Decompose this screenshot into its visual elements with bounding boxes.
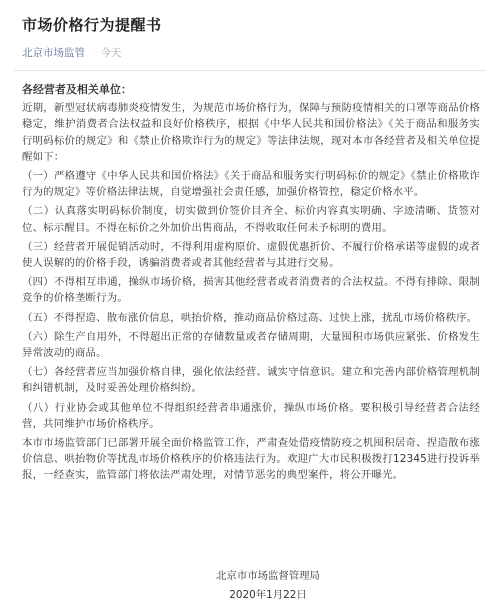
paragraph-item-7: （七）各经营者应当加强价格自律，强化依法经营、诚实守信意识。建立和完善内部价格管理机制和纠错机制，及时妥善处理价格纠纷。 — [22, 366, 480, 395]
account-name-link[interactable]: 北京市场监管 — [22, 47, 85, 59]
signature-organization: 北京市市场监督管理局 — [216, 570, 320, 582]
signature-date: 2020年1月22日 — [229, 589, 307, 601]
paragraph-item-6: （六）除生产自用外，不得超出正常的存储数量或者存储周期，大量囤积市场供应紧张、价格发生异常波动的商品。 — [22, 330, 480, 360]
article-title: 市场价格行为提醒书 — [22, 16, 162, 34]
paragraph-item-4: （四）不得相互串通，操纵市场价格，损害其他经营者或者消费者的合法权益。不得有排除、限制竞争的价格垄断行为。 — [22, 276, 480, 305]
header-divider — [14, 70, 486, 71]
greeting: 各经营者及相关单位： — [22, 83, 132, 96]
paragraph-item-3: （三）经营者开展促销活动时，不得利用虚构原价、虚假优惠折价、不履行价格承诺等虚假的或者使人误解的的价格手段，诱骗消费者或者其他经营者与其进行交易。 — [22, 240, 480, 270]
paragraph-item-2: （二）认真落实明码标价制度，切实做到价签价目齐全、标价内容真实明确、字迹清晰、货签对位、标示醒目。不得在标价之外加价出售商品，不得收取任何未予标明的费用。 — [22, 205, 480, 234]
paragraph-item-5: （五）不得捏造、散布涨价信息，哄抬价格，推动商品价格过高、过快上涨，扰乱市场价格秩序。 — [22, 311, 478, 324]
paragraph-intro: 近期，新型冠状病毒肺炎疫情发生，为规范市场价格行为，保障与预防疫情相关的口罩等商品价格稳定，维护消费者合法权益和良好价格秩序，根据《中华人民共和国价格法》《关于商品和服务实行明码标价的规定》和《禁止价格欺诈行为的规定》等法律法规，现对本市各经营者及相关单位提醒如下： — [22, 102, 480, 163]
paragraph-closing: 本市市场监管部门已部署开展全面价格监管工作，严肃查处借疫情防疫之机囤积居奇、捏造散布涨价信息、哄抬物价等扰乱市场价格秩序的价格违法行为。欢迎广大市民积极拨打12345进行投诉举报，一经查实，监管部门将依法严肃处理，对情节恶劣的典型案件，将公开曝光。 — [22, 437, 480, 482]
paragraph-item-8: （八）行业协会或其他单位不得组织经营者串通涨价，操纵市场价格。要积极引导经营者合法经营，共同维护市场价格秩序。 — [22, 401, 480, 430]
paragraph-item-1: （一）严格遵守《中华人民共和国价格法》《关于商品和服务实行明码标价的规定》《禁止价格欺诈行为的规定》等价格法律法规，自觉增强社会责任感，加强价格管控，稳定价格水平。 — [22, 170, 480, 199]
article-body — [22, 82, 480, 487]
publish-time: 今天 — [100, 47, 122, 59]
article-meta — [22, 45, 121, 60]
